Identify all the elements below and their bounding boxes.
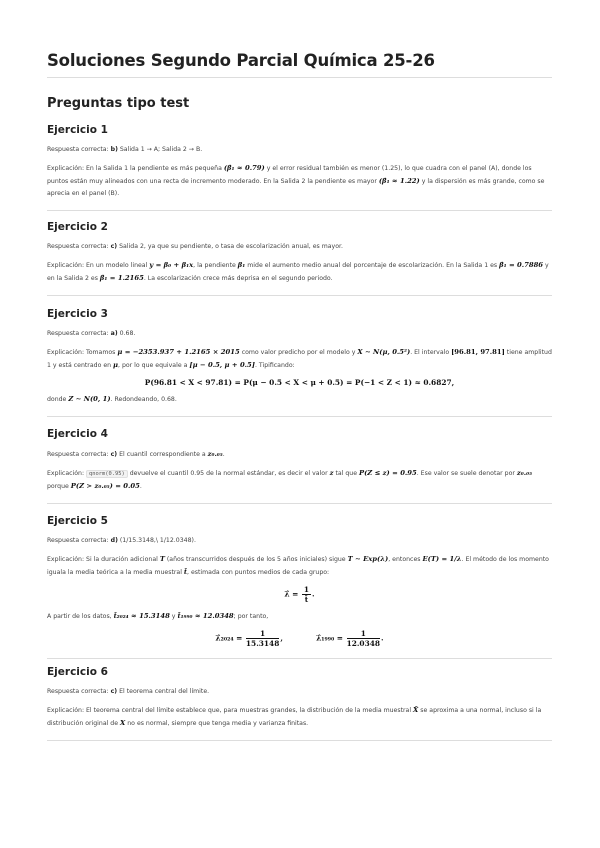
title-divider	[47, 77, 552, 78]
answer-letter: d)	[110, 537, 118, 544]
exercise-title: Ejercicio 5	[47, 515, 108, 527]
answer-line	[47, 328, 552, 340]
explanation-text: tal que	[335, 470, 357, 477]
explanation-text: devuelve el cuantil 0.95 de la normal estándar, es decir el valor	[129, 470, 328, 477]
exercise-title: Ejercicio 2	[47, 221, 108, 233]
math-inline: β̂₁ = 1.2165	[99, 274, 144, 282]
explanation	[47, 553, 552, 579]
exercise-1	[47, 124, 552, 211]
fraction	[347, 629, 380, 648]
explanation	[47, 259, 552, 285]
equation-lhs: λ̂₂₀₂₄ =	[215, 633, 243, 643]
explanation-text: .	[139, 483, 142, 490]
fraction-numerator: 1	[303, 585, 310, 594]
explanation-text: como valor predicho por el modelo y	[241, 349, 356, 356]
explanation-prefix: Explicación:	[47, 470, 85, 477]
fraction-denominator: 15.3148	[245, 639, 280, 648]
explanation-text: se aproxima a una normal, incluso si la distribución original de	[47, 707, 542, 727]
math-inline: P(Z > z₀.₀₅) = 0.05	[70, 482, 140, 490]
exercise-4	[47, 428, 552, 504]
math-inline: z₀.₀₅	[207, 450, 223, 458]
exercise-divider	[47, 740, 552, 741]
explanation-text: no es normal, siempre que tenga media y varianza finitas.	[127, 720, 309, 727]
explanation-text: , por lo que equivale a	[118, 362, 188, 369]
answer-text: .	[222, 451, 225, 458]
equation-punctuation: ,	[280, 633, 283, 643]
math-inline: z	[329, 469, 334, 477]
exercise-title: Ejercicio 6	[47, 666, 108, 678]
exercise-2	[47, 221, 552, 296]
explanation-text: donde	[47, 396, 67, 403]
explanation-text: . Ese valor se suele denotar por	[416, 470, 515, 477]
math-inline: t̄₁₉₉₀ ≈ 12.0348	[177, 612, 234, 620]
exercise-6	[47, 666, 552, 741]
explanation-text: . El método de los momento iguala la media teórica a la media muestral	[47, 556, 549, 576]
math-inline: T ∼ Exp(λ)	[347, 555, 389, 563]
fraction-numerator: 1	[246, 629, 279, 639]
exercise-divider	[47, 210, 552, 211]
explanation	[47, 467, 552, 493]
exercise-divider	[47, 658, 552, 659]
answer-letter: c)	[110, 688, 118, 695]
answer-prefix: Respuesta correcta:	[47, 688, 109, 695]
explanation-text: En un modelo lineal	[86, 262, 148, 269]
explanation-prefix: Explicación:	[47, 165, 85, 172]
exercise-title: Ejercicio 1	[47, 124, 108, 136]
equation-punctuation: .	[381, 633, 384, 643]
fraction-numerator: 1	[347, 629, 380, 639]
math-inline: X	[120, 719, 126, 727]
math-inline: t̄₂₀₂₄ ≈ 15.3148	[113, 612, 170, 620]
explanation-text: , estimada con puntos medios de cada grupo:	[187, 569, 330, 576]
exercise-5	[47, 515, 552, 659]
answer-text: (1/15.3148,\ 1/12.0348).	[119, 537, 196, 544]
fraction	[302, 585, 311, 604]
equation-lhs: λ̂₁₉₉₀ =	[316, 633, 343, 643]
display-equation	[47, 629, 552, 648]
math-inline: μ = −2353.937 + 1.2165 × 2015	[117, 348, 240, 356]
math-inline: y = β₀ + β₁x	[149, 261, 194, 269]
math-inline: (β̂₁ ≈ 0.79)	[223, 164, 265, 172]
exercise-divider	[47, 503, 552, 504]
answer-text: El cuantil correspondiente a	[119, 451, 206, 458]
answer-line	[47, 241, 552, 253]
display-equation: P(96.81 < X < 97.81) = P(μ − 0.5 < X < μ + 0.5) = P(−1 < Z < 1) ≈ 0.6827,	[144, 378, 455, 387]
fraction-denominator: t̄	[304, 595, 309, 604]
exercise-title: Ejercicio 3	[47, 308, 108, 320]
explanation-text: A partir de los datos,	[47, 613, 112, 620]
exercise-divider	[47, 416, 552, 417]
explanation-text: . La escolarización crece más deprisa en el segundo periodo.	[143, 275, 333, 282]
answer-text: El teorema central del límite.	[119, 688, 210, 695]
answer-letter: b)	[110, 146, 118, 153]
explanation-prefix: Explicación:	[47, 707, 85, 714]
answer-text: Salida 1 → A; Salida 2 → B.	[119, 146, 203, 153]
math-inline: β̂₁ = 0.7886	[499, 261, 544, 269]
math-inline: T	[159, 555, 165, 563]
explanation-prefix: Explicación:	[47, 556, 85, 563]
exercise-title: Ejercicio 4	[47, 428, 108, 440]
explanation-continued	[47, 610, 552, 623]
answer-prefix: Respuesta correcta:	[47, 537, 109, 544]
explanation-text: y el error residual también es menor (1.25), lo que cuadra con el panel (A), donde los puntos están muy alineados con una recta de incremento moderado. En la Salida 2 la pendiente es mayor	[47, 165, 532, 185]
explanation-text: tiene amplitud 1 y está centrado en	[47, 349, 552, 369]
explanation-text: mide el aumento medio anual del porcentaje de escolarización. En la Salida 1 es	[247, 262, 498, 269]
explanation-text: . El intervalo	[410, 349, 450, 356]
answer-letter: c)	[110, 451, 118, 458]
math-inline: P(Z ≤ z) = 0.95	[358, 469, 417, 477]
display-equation	[47, 585, 552, 604]
document-title: Soluciones Segundo Parcial Química 25-26	[47, 51, 435, 70]
explanation-text: Tomamos	[86, 349, 116, 356]
math-inline: β₁	[237, 261, 246, 269]
exercise-divider	[47, 295, 552, 296]
math-inline: μ	[113, 361, 119, 369]
answer-prefix: Respuesta correcta:	[47, 146, 109, 153]
inline-code: qnorm(0.95)	[86, 470, 128, 478]
explanation-text: Si la duración adicional	[86, 556, 158, 563]
explanation	[47, 704, 552, 730]
explanation-text: , la pendiente	[193, 262, 236, 269]
math-inline: X ∼ N(μ, 0.5²)	[357, 348, 411, 356]
answer-line	[47, 144, 552, 156]
math-inline: E(T) = 1/λ	[422, 555, 462, 563]
fraction	[246, 629, 279, 648]
explanation-text: y	[171, 613, 176, 620]
answer-letter: c)	[110, 243, 118, 250]
equation-punctuation: .	[312, 589, 315, 599]
answer-letter: a)	[110, 330, 118, 337]
answer-prefix: Respuesta correcta:	[47, 243, 109, 250]
explanation-text: porque	[47, 483, 69, 490]
explanation-prefix: Explicación:	[47, 349, 85, 356]
answer-line	[47, 686, 552, 698]
math-inline: X̄	[413, 706, 419, 714]
section-title: Preguntas tipo test	[47, 96, 190, 111]
explanation	[47, 346, 552, 372]
explanation-prefix: Explicación:	[47, 262, 85, 269]
math-inline: z₀.₀₅	[516, 469, 533, 477]
explanation-text: . Tipificando:	[254, 362, 295, 369]
explanation-text: y en la Salida 2 es	[47, 262, 549, 282]
math-inline: Z ∼ N(0, 1)	[68, 395, 111, 403]
answer-line	[47, 535, 552, 547]
fraction-denominator: 12.0348	[346, 639, 380, 648]
explanation-text: y la dispersión es más grande, como se aprecia en el panel (B).	[47, 178, 545, 197]
explanation-text: El teorema central del límite establece que, para muestras grandes, la distribución de la media muestral	[86, 707, 412, 714]
explanation-text: En la Salida 1 la pendiente es más pequeña	[86, 165, 222, 172]
answer-prefix: Respuesta correcta:	[47, 330, 109, 337]
explanation-text: . Redondeando, 0.68.	[110, 396, 177, 403]
equation-lhs: λ̂ =	[284, 589, 299, 599]
explanation-continued	[47, 393, 552, 406]
answer-text: Salida 2, ya que su pendiente, o tasa de escolarización anual, es mayor.	[119, 243, 343, 250]
explanation-text: (años transcurridos después de los 5 años iniciales) sigue	[166, 556, 346, 563]
explanation-text: ; por tanto,	[233, 613, 269, 620]
explanation	[47, 162, 552, 200]
answer-prefix: Respuesta correcta:	[47, 451, 109, 458]
exercise-3	[47, 308, 552, 417]
math-inline: (β̂₁ ≈ 1.22)	[378, 177, 420, 185]
math-inline: [96.81, 97.81]	[451, 348, 505, 356]
answer-text: 0.68.	[119, 330, 136, 337]
answer-line	[47, 448, 552, 461]
math-inline: t̄	[183, 568, 188, 576]
explanation-text: , entonces	[388, 556, 421, 563]
math-inline: [μ − 0.5, μ + 0.5]	[189, 361, 255, 369]
